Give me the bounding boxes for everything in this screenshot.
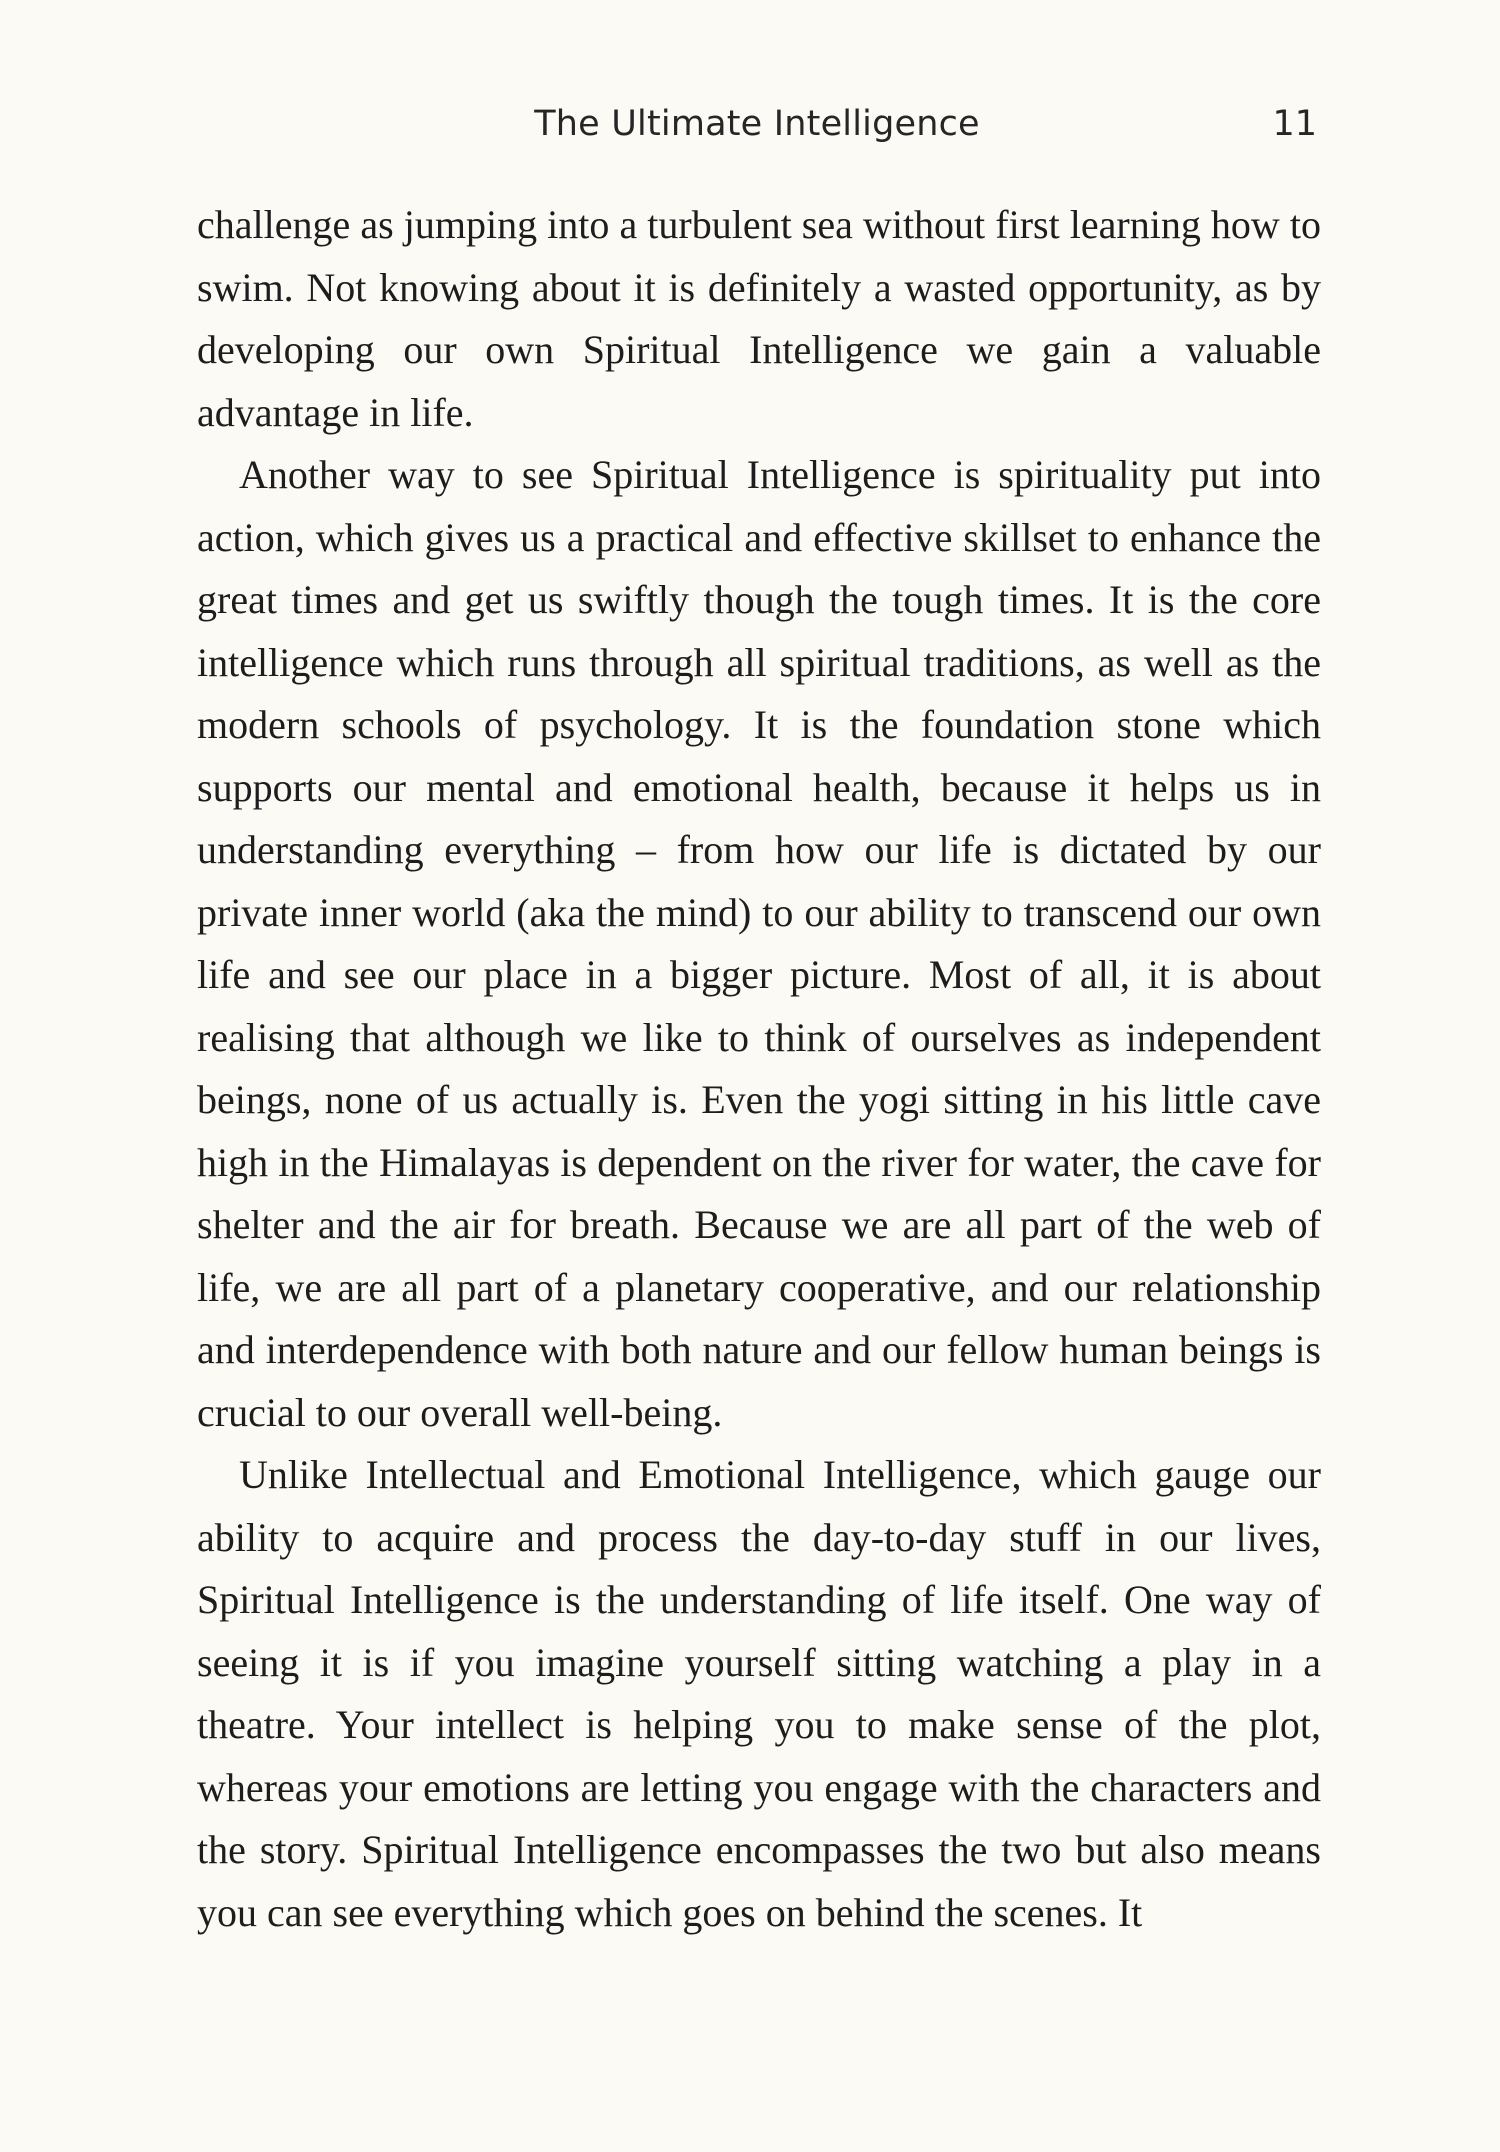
body-text: [197, 194, 1321, 1944]
running-head: [197, 104, 1317, 154]
paragraph-continued: challenge as jumping into a turbulent sea without first learning how to swim. Not knowing about it is definitely a wasted opportunity, as by developing our own Spiritual Intelligence we gain a valuable advantage in life.: [197, 202, 1321, 435]
running-title: The Ultimate Intelligence: [534, 104, 980, 144]
paragraph: Another way to see Spiritual Intelligence is spirituality put into action, which gives us a practical and effective skillset to enhance the great times and get us swiftly though the tough times. It is the core intelligence which runs through all spiritual traditions, as well as the modern schools of psychology. It is the foundation stone which supports our mental and emotional health, because it helps us in understanding everything – from how our life is dictated by our private inner world (aka the mind) to our ability to transcend our own life and see our place in a bigger picture. Most of all, it is about realising that although we like to think of ourselves as independent beings, none of us actually is. Even the yogi sitting in his little cave high in the Himalayas is dependent on the river for water, the cave for shelter and the air for breath. Because we are all part of the web of life, we are all part of a planetary cooperative, and our relationship and interdependence with both nature and our fellow human beings is crucial to our overall well-being.: [197, 452, 1321, 1435]
page-number: 11: [1272, 104, 1317, 144]
paragraph: Unlike Intellectual and Emotional Intelligence, which gauge our ability to acquire and process the day-to-day stuff in our lives, Spiritual Intelligence is the understanding of life itself. One way of seeing it is if you imagine yourself sitting watching a play in a theatre. Your intellect is helping you to make sense of the plot, whereas your emotions are letting you engage with the characters and the story. Spiritual Intelligence encompasses the two but also means you can see everything which goes on behind the scenes. It: [197, 1452, 1321, 1935]
